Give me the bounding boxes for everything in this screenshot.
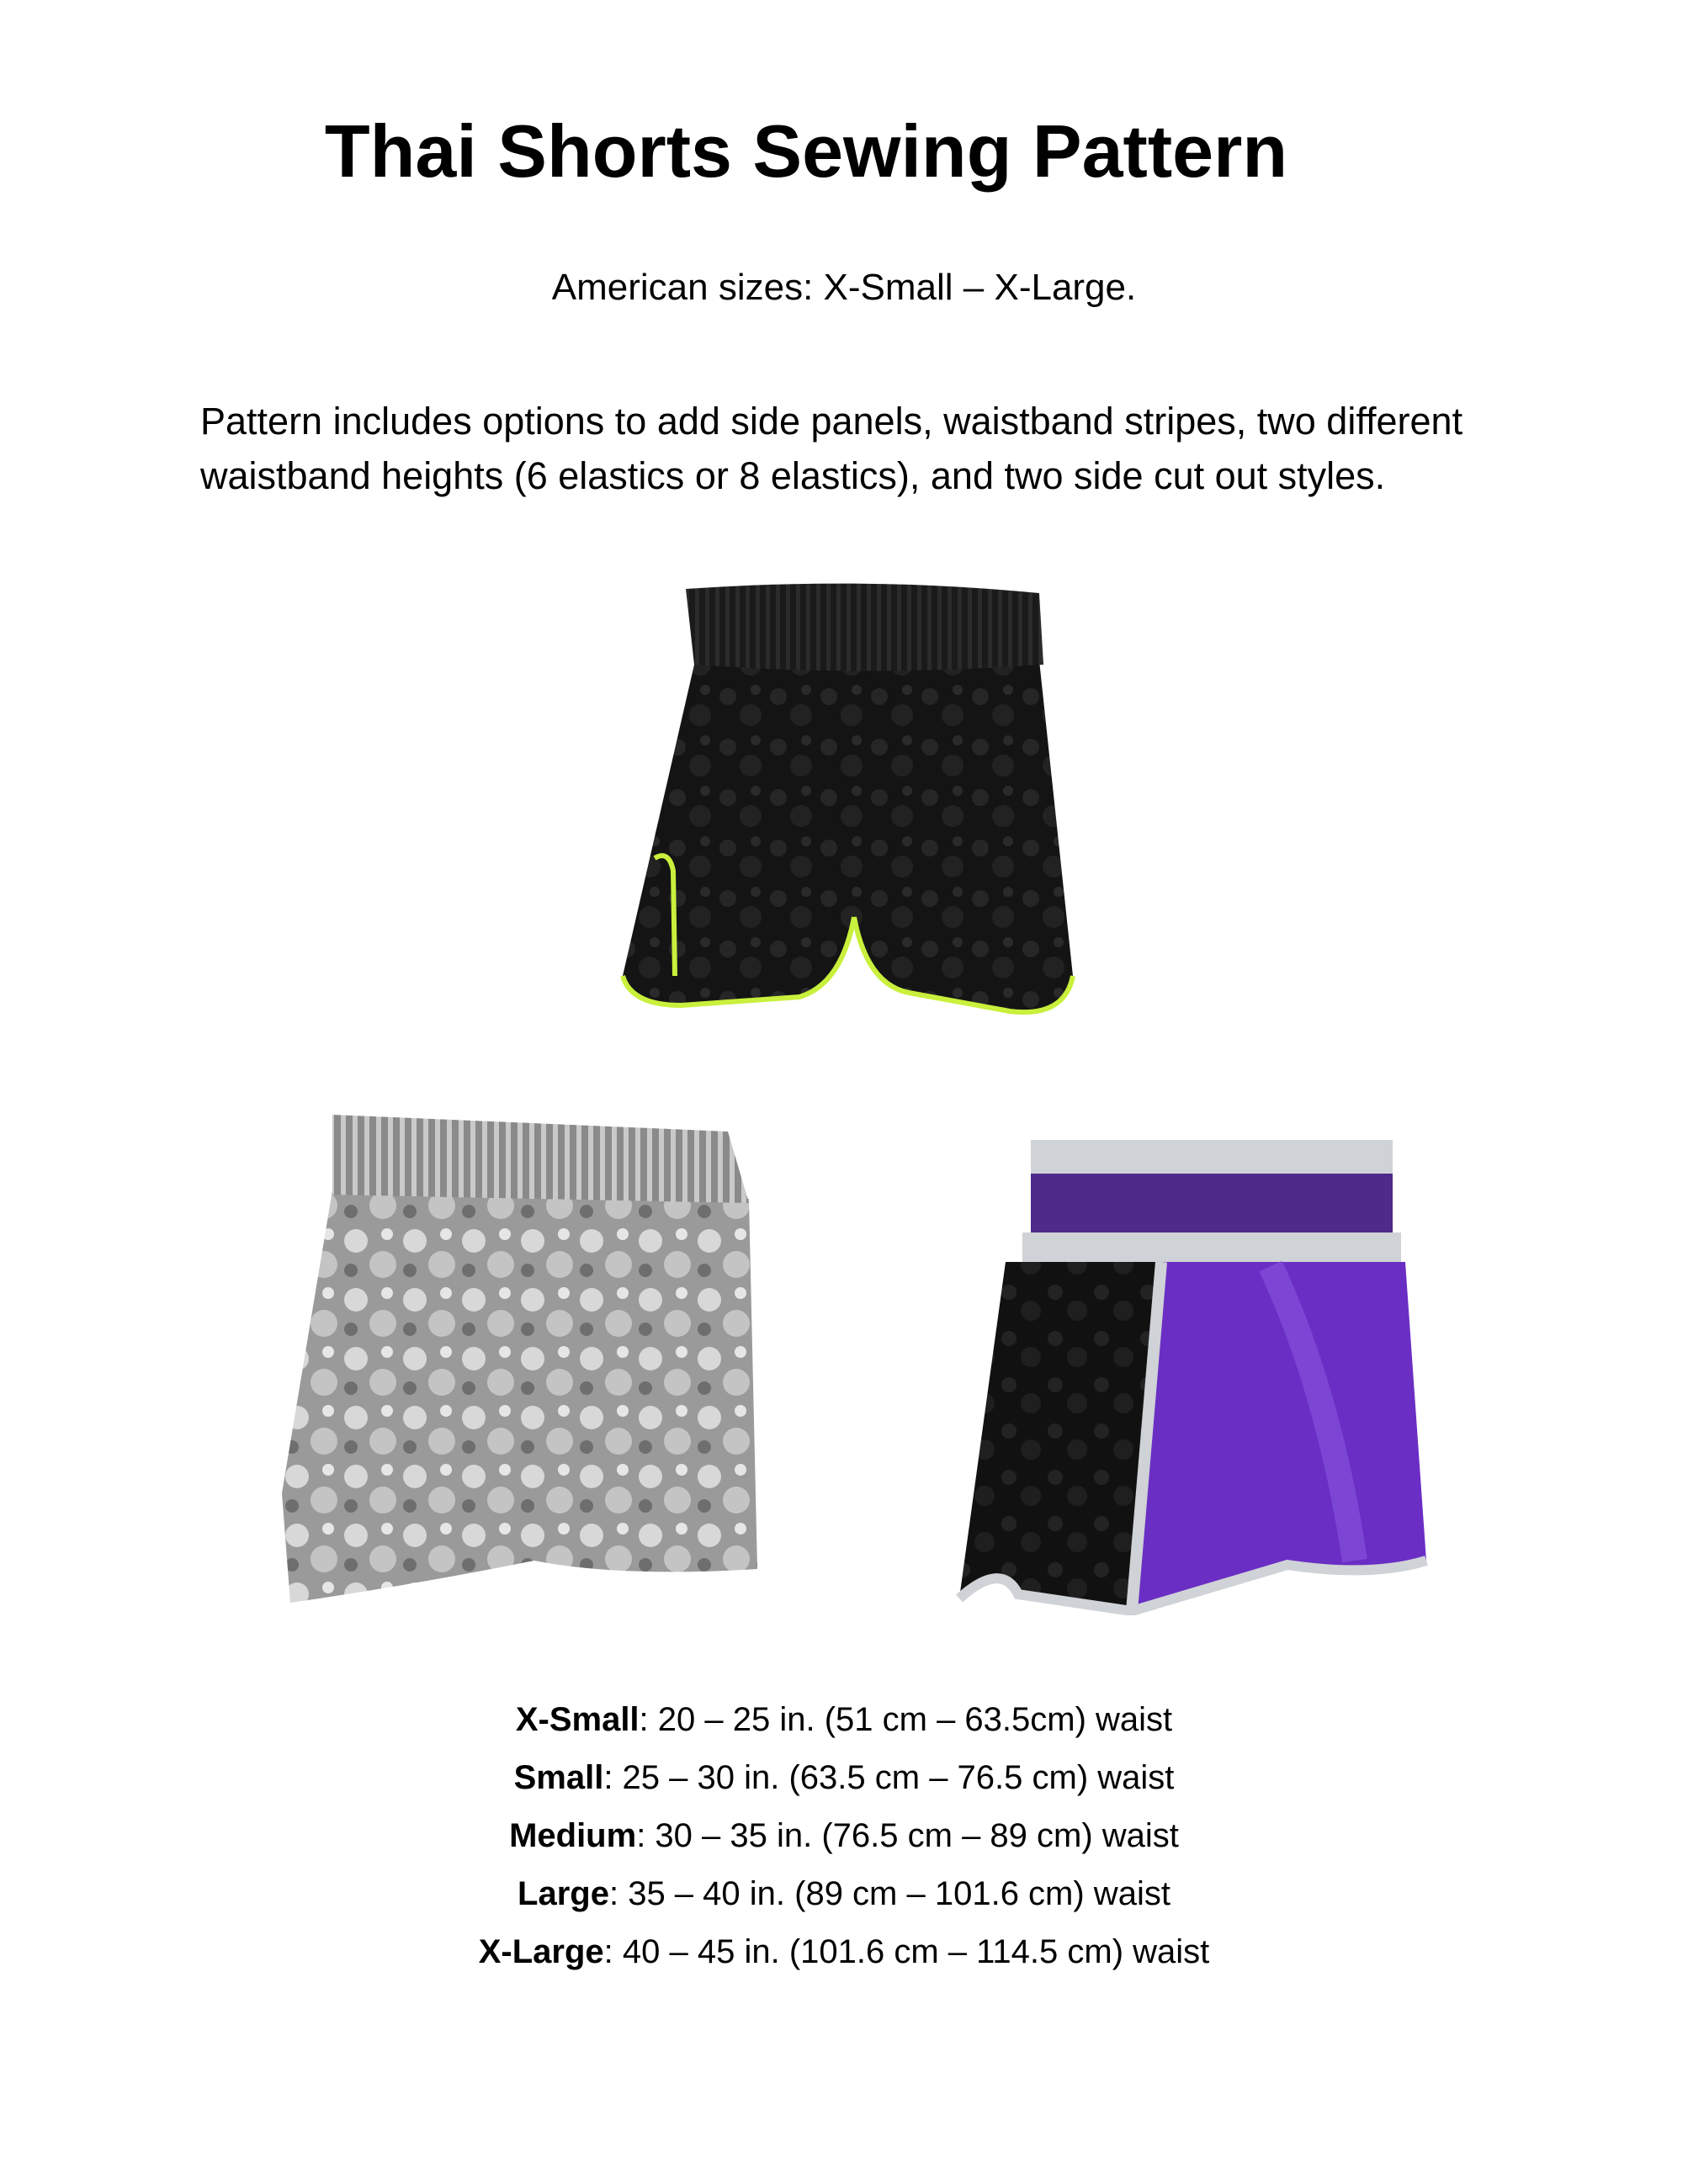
size-range: : 40 – 45 in. (101.6 cm – 114.5 cm) waist — [603, 1933, 1210, 1970]
size-chart — [0, 1691, 1688, 1981]
black-shorts-photo — [614, 580, 1102, 1039]
pattern-description: Pattern includes options to add side panels, waistband stripes, two different waistband heights (6 elastics or 8 elastics), and two side cut out styles. — [200, 400, 1463, 497]
size-row-medium — [0, 1807, 1688, 1865]
sizes-subtitle: American sizes: X-Small – X-Large. — [551, 267, 1137, 308]
size-range: : 30 – 35 in. (76.5 cm – 89 cm) waist — [636, 1817, 1179, 1854]
size-row-small — [0, 1749, 1688, 1807]
silver-shorts-photo — [282, 1106, 770, 1611]
size-row-xsmall — [0, 1691, 1688, 1749]
purple-shorts-photo — [951, 1140, 1439, 1615]
size-label: X-Small — [515, 1701, 640, 1738]
size-label: X-Large — [478, 1933, 604, 1970]
page-title: Thai Shorts Sewing Pattern — [324, 109, 1288, 193]
size-row-large — [0, 1865, 1688, 1923]
size-label: Large — [518, 1875, 609, 1912]
size-range: : 25 – 30 in. (63.5 cm – 76.5 cm) waist — [603, 1759, 1175, 1796]
size-range: : 20 – 25 in. (51 cm – 63.5cm) waist — [639, 1701, 1173, 1738]
size-label: Small — [513, 1759, 604, 1796]
size-row-xlarge — [0, 1923, 1688, 1981]
size-label: Medium — [509, 1817, 637, 1854]
size-range: : 35 – 40 in. (89 cm – 101.6 cm) waist — [608, 1875, 1170, 1912]
